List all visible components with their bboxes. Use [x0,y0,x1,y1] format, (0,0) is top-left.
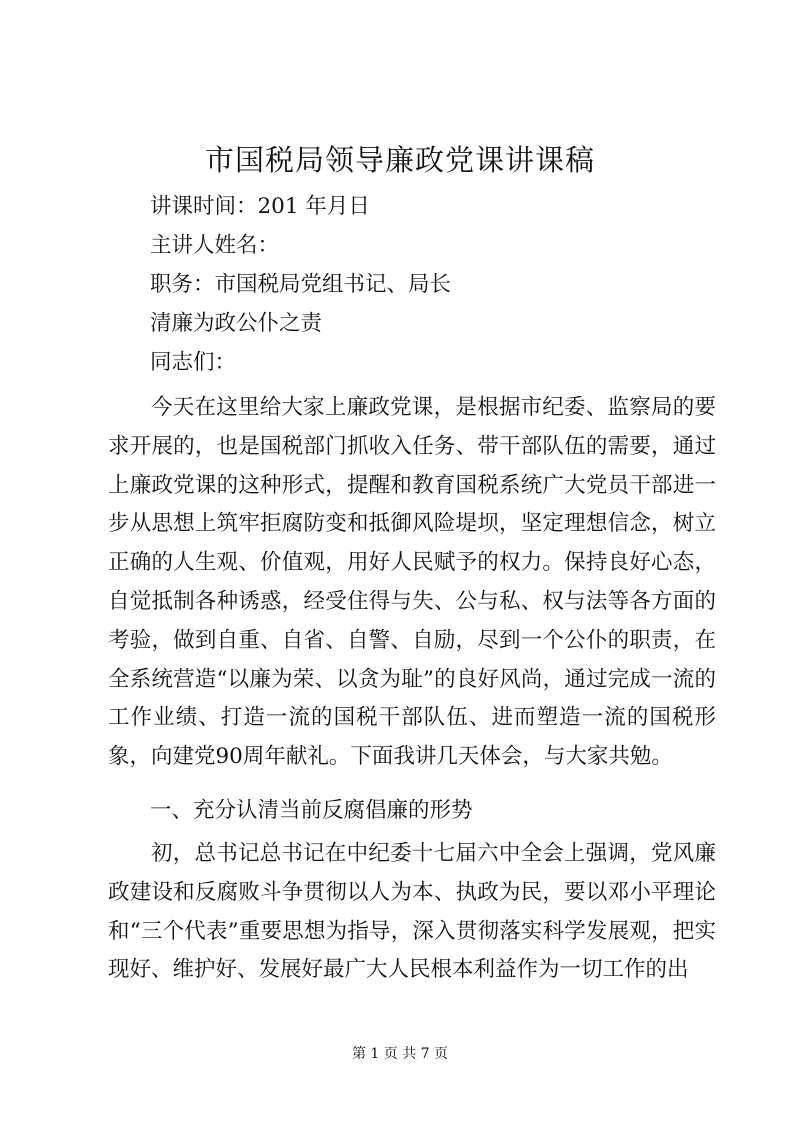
greeting: 同志们： [150,350,237,375]
section-paragraph: 初，总书记总书记在中纪委十七届六中全会上强调，党风廉政建设和反腐败斗争贯彻以人为本、执政为民，要以邓小平理论和“三个代表”重要思想为指导，深入贯彻落实科学发展观，把实现好、维护好、发展好最广大人民根本利益作为一切工作的出 [108,841,716,983]
document-title: 市国税局领导廉政党课讲课稿 [204,143,595,177]
speaker-position: 职务：市国税局党组书记、局长 [150,272,452,297]
lecture-time: 讲课时间：201 年月日 [150,194,370,219]
lecture-subtitle: 清廉为政公仆之责 [150,311,323,336]
speaker-name: 主讲人姓名： [150,233,280,258]
intro-paragraph: 今天在这里给大家上廉政党课，是根据市纪委、监察局的要求开展的，也是国税部门抓收入任务、带干部队伍的需要，通过上廉政党课的这种形式，提醒和教育国税系统广大党员干部进一步从思想上筑牢拒腐防变和抵御风险堤坝，坚定理想信念，树立正确的人生观、价值观，用好人民赋予的权力。保持良好心态，自觉抵制各种诱惑，经受住得与失、公与私、权与法等各方面的考验，做到自重、自省、自警、自励，尽到一个公仆的职责，在全系统营造“以廉为荣、以贪为耻”的良好风尚，通过完成一流的工作业绩、打造一流的国税干部队伍、进而塑造一流的国税形象，向建党90周年献礼。下面我讲几天体会，与大家共勉。 [108,395,716,770]
section-heading: 一、充分认清当前反腐倡廉的形势 [150,798,473,823]
page-footer: 第 1 页 共 7 页 [351,1046,449,1062]
